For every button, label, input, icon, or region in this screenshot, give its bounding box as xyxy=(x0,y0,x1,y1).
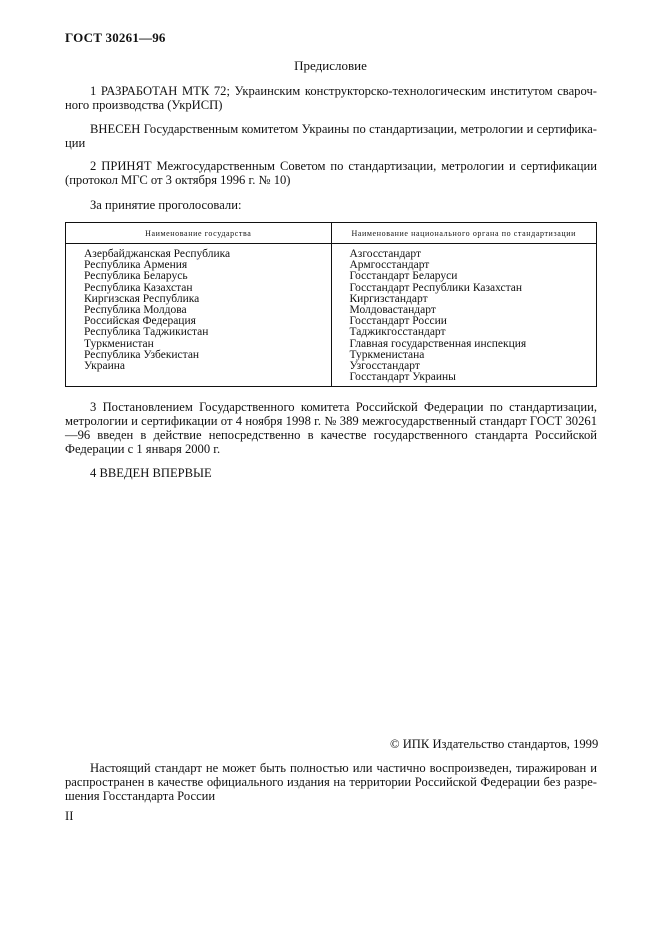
state-name: Республика Армения xyxy=(84,259,188,272)
item-1-paragraph xyxy=(65,84,597,112)
standards-body-name: Главная государственная инспекция Туркменистана xyxy=(349,337,527,361)
state-name: Республика Таджикистан xyxy=(84,326,209,339)
standards-body-name: Госстандарт Республики Казахстан xyxy=(349,281,523,294)
column-header-body: Наименование национального органа по стандартизации xyxy=(331,223,597,244)
item-2-text: Межгосударственным Советом по стандартизации, метрологии и сертификации (протокол МГС от 3 октября 1996 г. № 10) xyxy=(65,159,598,187)
page-number: II xyxy=(65,809,74,823)
voting-table xyxy=(65,222,597,387)
foreword-title: Предисловие xyxy=(294,58,367,73)
standards-body-name: Госстандарт Украины xyxy=(349,371,456,384)
state-name: Республика Узбекистан xyxy=(84,348,200,361)
item-1-lead: 1 РАЗРАБОТАН xyxy=(90,84,178,98)
bodies-cell xyxy=(331,244,597,387)
state-name: Украина xyxy=(84,360,125,373)
state-name: Азербайджанская Республика xyxy=(84,248,231,260)
state-name: Российская Федерация xyxy=(84,315,196,328)
item-4-paragraph: 4 ВВЕДЕН ВПЕРВЫЕ xyxy=(90,466,212,480)
table-body-row xyxy=(66,244,597,387)
state-name: Республика Казахстан xyxy=(84,281,193,294)
item-2-paragraph xyxy=(65,159,597,187)
state-name: Киргизская Республика xyxy=(84,292,200,305)
column-header-state: Наименование государства xyxy=(66,223,332,244)
introduced-lead: ВНЕСЕН xyxy=(90,122,141,136)
standards-body-name: Узгосстандарт xyxy=(349,360,420,373)
item-2-lead: 2 ПРИНЯТ xyxy=(90,159,152,173)
reproduction-notice: Настоящий стандарт не может быть полностью или частично воспроизведен, тиражирован и распространен в качестве официального издания на территории Российской Федерации без разрешения Госстандарта России xyxy=(65,761,597,803)
standards-body-name: Госстандарт России xyxy=(349,315,447,328)
introduced-text: Государственным комитетом Украины по стандартизации, метрологии и сертификации xyxy=(65,122,597,150)
standards-body-name: Госстандарт Беларуси xyxy=(349,270,458,283)
standards-body-name: Киргизстандарт xyxy=(349,292,428,305)
document-code: ГОСТ 30261—96 xyxy=(65,30,166,45)
standards-body-name: Азгосстандарт xyxy=(349,248,422,260)
state-name: Туркменистан xyxy=(84,337,154,350)
standards-body-name: Армгосстандарт xyxy=(349,259,430,272)
state-name: Республика Молдова xyxy=(84,304,187,317)
standards-body-name: Таджикгосстандарт xyxy=(349,326,446,339)
standards-body-name: Молдовастандарт xyxy=(349,304,436,317)
item-1-text: МТК 72; Украинским конструкторско-технологическим институтом сварочного производства (УкрИСП) xyxy=(65,84,597,112)
table-header-row xyxy=(66,223,597,244)
vote-label: За принятие проголосовали: xyxy=(90,198,242,212)
state-name: Республика Беларусь xyxy=(84,270,188,283)
introduced-paragraph xyxy=(65,122,597,150)
bodies-list xyxy=(332,249,597,383)
states-cell xyxy=(66,244,332,387)
states-list xyxy=(66,249,331,372)
copyright-line: © ИПК Издательство стандартов, 1999 xyxy=(390,737,599,751)
item-3-paragraph: 3 Постановлением Государственного комитета Российской Федерации по стандартизации, метрологии и сертификации от 4 ноября 1998 г. № 389 межгосударственный стандарт ГОСТ 30261—96 введен в действие непосредственно в качестве государственного стандарта Российской Федерации с 1 января 2000 г. xyxy=(65,400,597,456)
